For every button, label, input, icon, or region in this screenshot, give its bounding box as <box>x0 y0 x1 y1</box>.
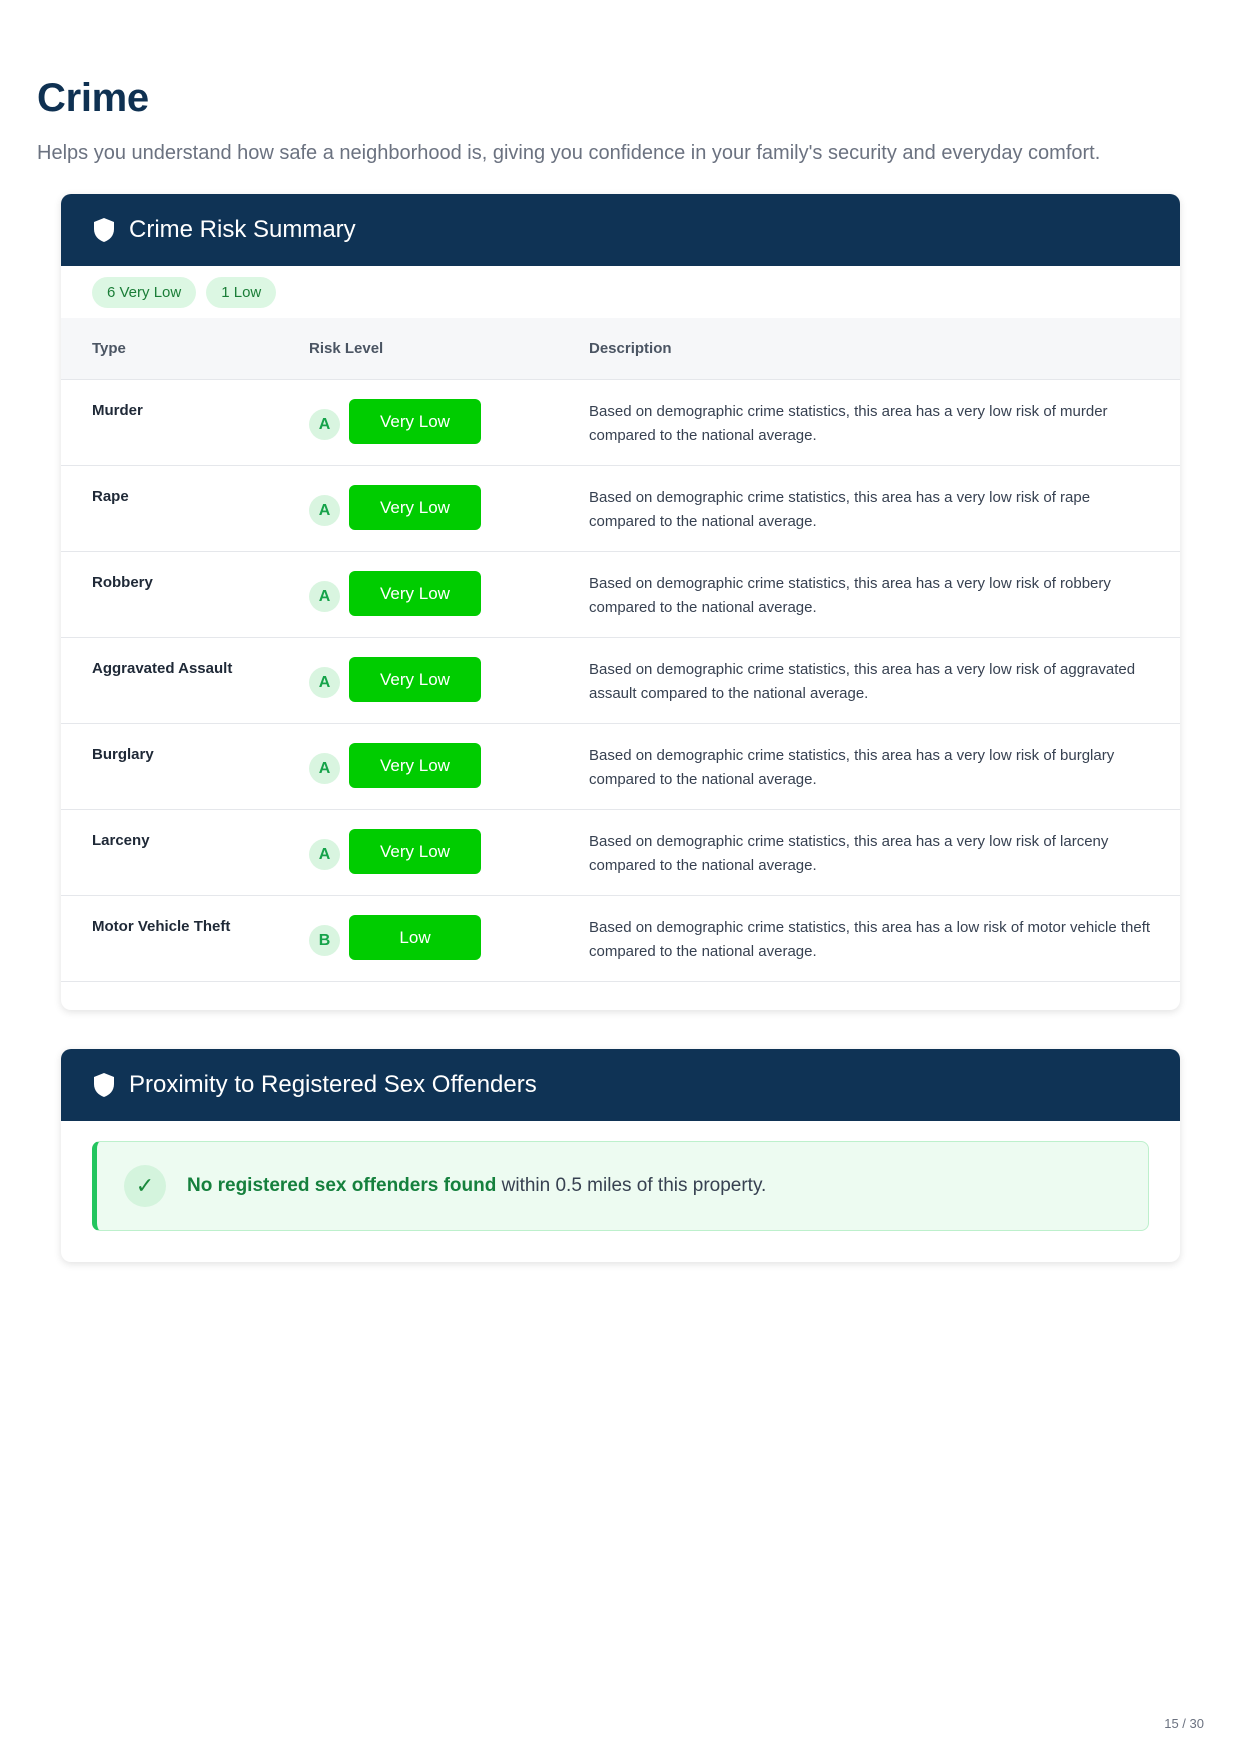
risk-level-badge: Low <box>349 915 481 960</box>
risk-description: Based on demographic crime statistics, this area has a very low risk of murder compared to the national average. <box>589 403 1108 444</box>
risk-description: Based on demographic crime statistics, this area has a very low risk of aggravated assault compared to the national average. <box>589 661 1136 702</box>
column-header-risk-level: Risk Level <box>309 340 384 357</box>
risk-description: Based on demographic crime statistics, this area has a very low risk of robbery compared to the national average. <box>589 575 1111 616</box>
table-header <box>61 318 1180 380</box>
grade-badge: A <box>309 753 340 784</box>
notice-rest-text: within 0.5 miles of this property. <box>496 1175 767 1196</box>
crime-table-body <box>61 380 1180 1010</box>
grade-badge: A <box>309 495 340 526</box>
page-subtitle: Helps you understand how safe a neighborhood is, giving you confidence in your family's security and everyday comfort. <box>37 142 1101 164</box>
shield-icon <box>93 217 115 243</box>
table-row <box>61 552 1180 638</box>
table-row <box>61 896 1180 982</box>
crime-type: Rape <box>92 488 129 505</box>
table-row <box>61 724 1180 810</box>
crime-type: Motor Vehicle Theft <box>92 918 231 935</box>
crime-type: Aggravated Assault <box>92 660 233 677</box>
grade-badge: B <box>309 925 340 956</box>
page-number: 15 / 30 <box>1164 1716 1204 1731</box>
risk-level-badge: Very Low <box>349 571 481 616</box>
risk-level-badge: Very Low <box>349 399 481 444</box>
risk-level-badge: Very Low <box>349 657 481 702</box>
risk-description: Based on demographic crime statistics, this area has a very low risk of rape compared to the national average. <box>589 489 1091 530</box>
crime-card-header <box>61 194 1180 266</box>
notice-bold-text: No registered sex offenders found <box>187 1175 497 1196</box>
crime-risk-summary-card <box>61 194 1180 1010</box>
grade-badge: A <box>309 409 340 440</box>
chip-low-count: 1 Low <box>206 277 276 308</box>
table-row <box>61 810 1180 896</box>
crime-card-title: Crime Risk Summary <box>129 216 356 243</box>
shield-icon <box>93 1072 115 1098</box>
risk-level-badge: Very Low <box>349 829 481 874</box>
risk-description: Based on demographic crime statistics, this area has a very low risk of larceny compared to the national average. <box>589 833 1109 874</box>
chip-very-low-count: 6 Very Low <box>92 277 196 308</box>
checkmark-icon: ✓ <box>124 1165 166 1207</box>
column-header-type: Type <box>92 340 126 357</box>
risk-level-badge: Very Low <box>349 743 481 788</box>
column-header-description: Description <box>589 340 672 357</box>
risk-level-badge: Very Low <box>349 485 481 530</box>
crime-type: Murder <box>92 402 143 419</box>
page-title: Crime <box>37 76 149 120</box>
crime-type: Burglary <box>92 746 154 763</box>
crime-type: Robbery <box>92 574 153 591</box>
notice-text <box>187 1175 766 1197</box>
crime-type: Larceny <box>92 832 150 849</box>
no-offenders-notice <box>92 1141 1149 1231</box>
grade-badge: A <box>309 581 340 612</box>
risk-description: Based on demographic crime statistics, this area has a very low risk of burglary compared to the national average. <box>589 747 1115 788</box>
table-row <box>61 466 1180 552</box>
offenders-card-title: Proximity to Registered Sex Offenders <box>129 1071 537 1098</box>
risk-count-chips <box>61 266 1180 318</box>
offenders-card-header <box>61 1049 1180 1121</box>
table-row <box>61 380 1180 466</box>
sex-offenders-card <box>61 1049 1180 1262</box>
table-row <box>61 638 1180 724</box>
grade-badge: A <box>309 839 340 870</box>
risk-description: Based on demographic crime statistics, this area has a low risk of motor vehicle theft compared to the national average. <box>589 919 1151 960</box>
table-footer-spacer <box>61 982 1180 1010</box>
grade-badge: A <box>309 667 340 698</box>
